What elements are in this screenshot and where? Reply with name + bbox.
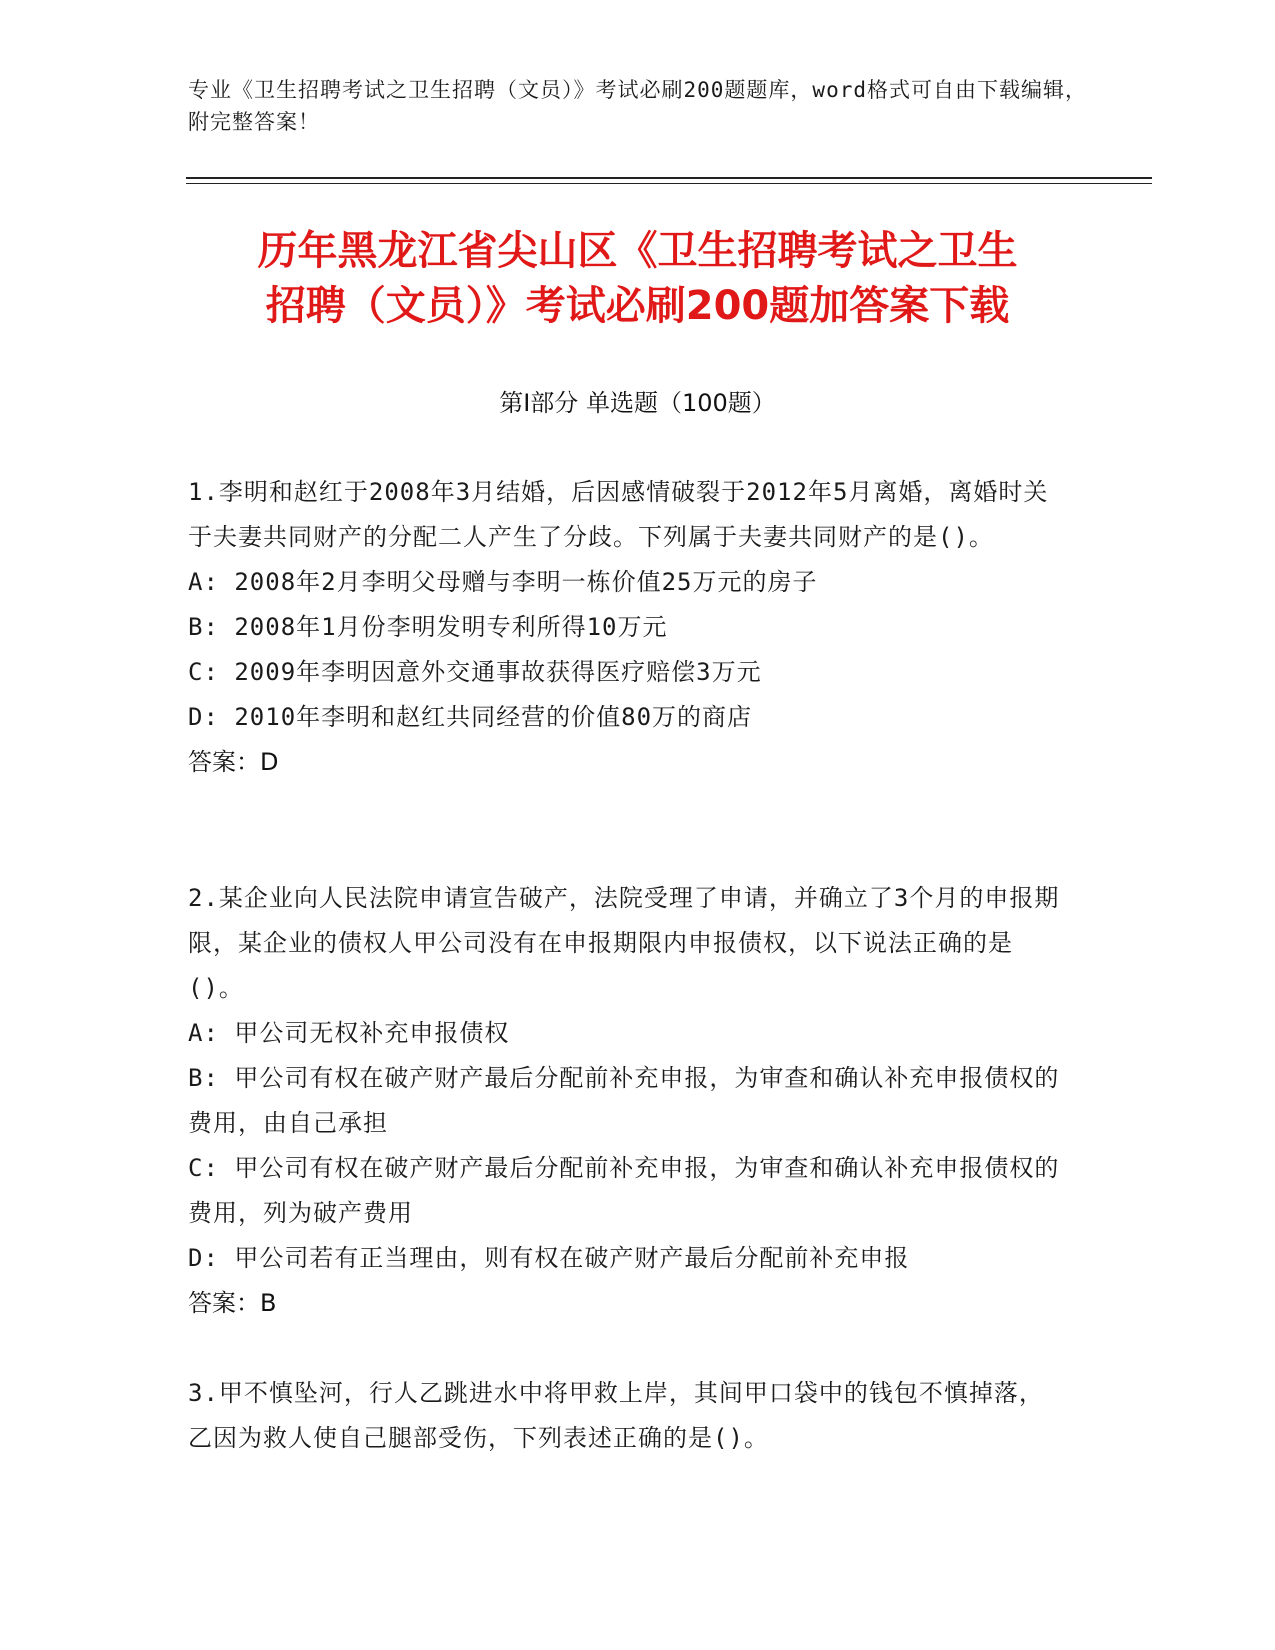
document-title-line-1: 历年黑龙江省尖山区《卫生招聘考试之卫生 [257, 228, 1018, 274]
section-title: 第I部分 单选题（100题） [499, 389, 776, 417]
option-d: D: 甲公司若有正当理由，则有权在破产财产最后分配前补充申报 [188, 1244, 910, 1272]
option-a: A: 甲公司无权补充申报债权 [188, 1019, 510, 1047]
option-d: D: 2010年李明和赵红共同经营的价值80万的商店 [188, 703, 753, 731]
header-divider-thin [186, 183, 1152, 184]
header-divider-thick [186, 177, 1152, 179]
header-note: 专业《卫生招聘考试之卫生招聘（文员）》考试必刷200题题库，word格式可自由下载编辑，附完整答案！ [188, 78, 1087, 134]
question-3 [188, 1371, 1068, 1461]
question-stem: 3.甲不慎坠河，行人乙跳进水中将甲救上岸，其间甲口袋中的钱包不慎掉落，乙因为救人使自己腿部受伤，下列表述正确的是()。 [188, 1379, 1044, 1452]
question-stem: 1.李明和赵红于2008年3月结婚，后因感情破裂于2012年5月离婚，离婚时关于夫妻共同财产的分配二人产生了分歧。下列属于夫妻共同财产的是()。 [188, 478, 1049, 551]
answer: 答案：D [188, 748, 279, 776]
question-2 [188, 876, 1068, 1326]
answer: 答案：B [188, 1289, 277, 1317]
document-title-line-2: 招聘（文员）》考试必刷200题加答案下载 [265, 283, 1010, 329]
question-1 [188, 470, 1068, 785]
document-title [150, 224, 1125, 334]
option-c: C: 2009年李明因意外交通事故获得医疗赔偿3万元 [188, 658, 762, 686]
option-b: B: 2008年1月份李明发明专利所得10万元 [188, 613, 668, 641]
option-a: A: 2008年2月李明父母赠与李明一栋价值25万元的房子 [188, 568, 818, 596]
option-b: B: 甲公司有权在破产财产最后分配前补充申报，为审查和确认补充申报债权的费用，由自己承担 [188, 1064, 1060, 1137]
option-c: C: 甲公司有权在破产财产最后分配前补充申报，为审查和确认补充申报债权的费用，列为破产费用 [188, 1154, 1060, 1227]
question-stem: 2.某企业向人民法院申请宣告破产，法院受理了申请，并确立了3个月的申报期限，某企业的债权人甲公司没有在申报期限内申报债权，以下说法正确的是()。 [188, 884, 1060, 1002]
